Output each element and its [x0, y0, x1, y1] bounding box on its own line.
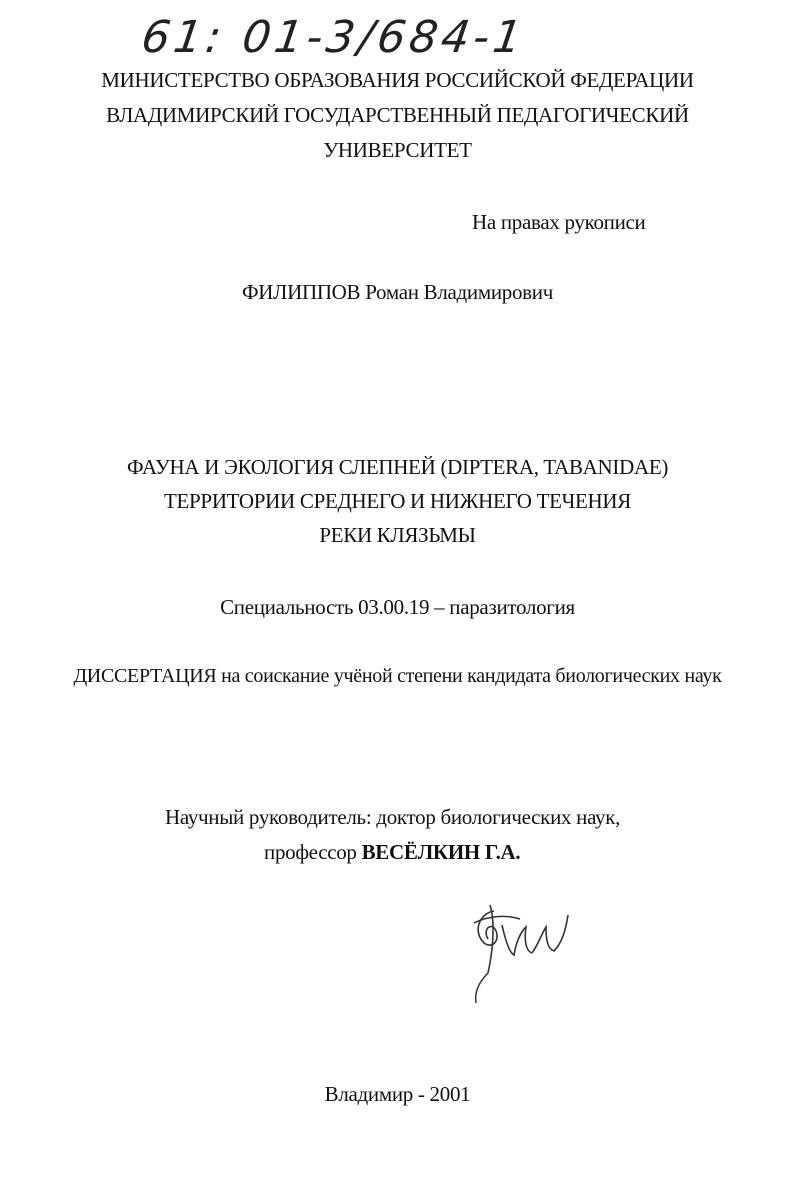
ministry-heading: МИНИСТЕРСТВО ОБРАЗОВАНИЯ РОССИЙСКОЙ ФЕДЕРАЦИИ	[101, 68, 694, 92]
handwritten-signature	[462, 885, 582, 1015]
supervisor-name: ВЕСЁЛКИН Г.А.	[361, 840, 521, 864]
supervisor-title: профессор	[264, 840, 357, 864]
thesis-title-line2: ТЕРРИТОРИИ СРЕДНЕГО И НИЖНЕГО ТЕЧЕНИЯ	[164, 489, 631, 513]
place-and-year: Владимир - 2001	[324, 1082, 471, 1106]
thesis-title-line3: РЕКИ КЛЯЗЬМЫ	[319, 523, 476, 547]
specialty-line: Специальность 03.00.19 – паразитология	[220, 595, 575, 619]
dissertation-line: ДИССЕРТАЦИЯ на соискание учёной степени кандидата биологических наук	[73, 665, 722, 687]
author-name: ФИЛИППОВ Роман Владимирович	[241, 280, 553, 304]
university-heading-line1: ВЛАДИМИРСКИЙ ГОСУДАРСТВЕННЫЙ ПЕДАГОГИЧЕСКИЙ	[106, 103, 689, 127]
archive-number-text: 61: 01-3/684-1	[138, 12, 529, 63]
university-heading-line2: УНИВЕРСИТЕТ	[323, 138, 472, 162]
thesis-title-line1: ФАУНА И ЭКОЛОГИЯ СЛЕПНЕЙ (DIPTERA, TABANIDAE)	[126, 455, 669, 479]
signature-icon	[462, 885, 582, 1010]
supervisor-name-line	[264, 840, 520, 865]
manuscript-rights-note: На правах рукописи	[472, 210, 646, 234]
supervisor-degree-line: Научный руководитель: доктор биологических наук,	[165, 805, 621, 829]
archive-number-handwritten	[138, 12, 529, 63]
